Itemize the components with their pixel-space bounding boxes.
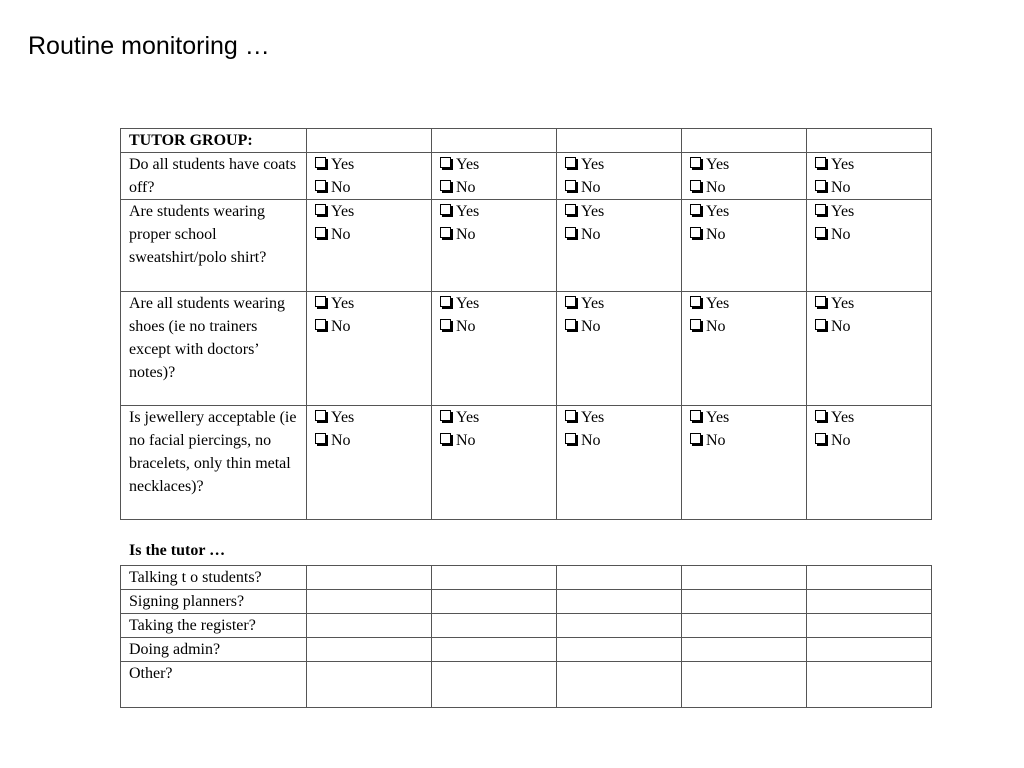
tutor-input-cell[interactable] — [307, 614, 432, 638]
tutor-group-label: TUTOR GROUP: — [121, 129, 307, 153]
answer-cell — [307, 292, 432, 406]
answer-cell — [807, 406, 932, 520]
answer-cell — [807, 153, 932, 200]
checkbox-icon[interactable] — [440, 410, 451, 421]
yes-option[interactable] — [815, 292, 923, 315]
checkbox-icon[interactable] — [815, 433, 826, 444]
no-label: No — [831, 179, 851, 196]
yes-label: Yes — [456, 156, 480, 173]
no-option[interactable] — [815, 429, 923, 452]
checkbox-icon[interactable] — [690, 410, 701, 421]
yes-option[interactable] — [440, 200, 548, 223]
checkbox-icon[interactable] — [315, 319, 326, 330]
yes-option[interactable] — [315, 406, 423, 429]
answer-cell — [682, 292, 807, 406]
tutor-row — [121, 614, 932, 638]
tutor-input-cell[interactable] — [432, 662, 557, 708]
checkbox-icon[interactable] — [815, 296, 826, 307]
yes-label: Yes — [831, 295, 855, 312]
question-text: Is jewellery acceptable (ie no facial piercings, no bracelets, only thin metal necklaces)? — [121, 406, 307, 520]
checkbox-icon[interactable] — [315, 227, 326, 238]
yes-label: Yes — [706, 409, 730, 426]
no-option[interactable] — [690, 176, 798, 199]
no-label: No — [581, 226, 601, 243]
yes-option[interactable] — [815, 406, 923, 429]
checkbox-icon[interactable] — [565, 296, 576, 307]
checkbox-icon[interactable] — [690, 204, 701, 215]
no-label: No — [456, 226, 476, 243]
tutor-input-cell[interactable] — [307, 638, 432, 662]
answer-cell — [557, 406, 682, 520]
tutor-group-input-cell[interactable] — [682, 129, 807, 153]
checkbox-icon[interactable] — [440, 157, 451, 168]
tutor-input-cell[interactable] — [807, 590, 932, 614]
answer-cell — [432, 200, 557, 292]
tutor-input-cell[interactable] — [682, 662, 807, 708]
yes-option[interactable] — [315, 292, 423, 315]
checkbox-icon[interactable] — [565, 157, 576, 168]
question-row — [121, 292, 932, 406]
no-option[interactable] — [440, 429, 548, 452]
no-label: No — [331, 318, 351, 335]
yes-option[interactable] — [815, 153, 923, 176]
yes-label: Yes — [706, 156, 730, 173]
answer-cell — [807, 200, 932, 292]
question-row — [121, 153, 932, 200]
checkbox-icon[interactable] — [815, 227, 826, 238]
question-text: Are students wearing proper school sweatshirt/polo shirt? — [121, 200, 307, 292]
checkbox-icon[interactable] — [565, 319, 576, 330]
checkbox-icon[interactable] — [440, 296, 451, 307]
tutor-input-cell[interactable] — [432, 614, 557, 638]
answer-cell — [807, 292, 932, 406]
no-label: No — [456, 179, 476, 196]
tutor-input-cell[interactable] — [682, 638, 807, 662]
question-row — [121, 200, 932, 292]
no-option[interactable] — [565, 223, 673, 246]
no-label: No — [831, 318, 851, 335]
tutor-input-cell[interactable] — [682, 566, 807, 590]
answer-cell — [557, 200, 682, 292]
yes-option[interactable] — [690, 200, 798, 223]
no-label: No — [581, 318, 601, 335]
no-option[interactable] — [815, 315, 923, 338]
answer-cell — [682, 200, 807, 292]
yes-label: Yes — [331, 156, 355, 173]
no-option[interactable] — [815, 223, 923, 246]
checkbox-icon[interactable] — [690, 180, 701, 191]
yes-label: Yes — [581, 409, 605, 426]
question-row — [121, 406, 932, 520]
question-text: Do all students have coats off? — [121, 153, 307, 200]
checkbox-icon[interactable] — [315, 157, 326, 168]
tutor-item-label: Taking the register? — [121, 614, 307, 638]
tutor-input-cell[interactable] — [682, 614, 807, 638]
checkbox-icon[interactable] — [440, 204, 451, 215]
checkbox-icon[interactable] — [815, 204, 826, 215]
checkbox-icon[interactable] — [690, 296, 701, 307]
tutor-input-cell[interactable] — [557, 590, 682, 614]
no-option[interactable] — [565, 429, 673, 452]
no-option[interactable] — [315, 429, 423, 452]
no-option[interactable] — [690, 429, 798, 452]
tutor-item-label: Talking t o students? — [121, 566, 307, 590]
yes-label: Yes — [831, 156, 855, 173]
checkbox-icon[interactable] — [315, 180, 326, 191]
no-option[interactable] — [690, 315, 798, 338]
no-option[interactable] — [315, 176, 423, 199]
tutor-input-cell[interactable] — [432, 638, 557, 662]
tutor-row — [121, 638, 932, 662]
yes-option[interactable] — [815, 200, 923, 223]
tutor-input-cell[interactable] — [807, 662, 932, 708]
no-option[interactable] — [440, 315, 548, 338]
yes-option[interactable] — [315, 153, 423, 176]
checkbox-icon[interactable] — [440, 319, 451, 330]
tutor-input-cell[interactable] — [807, 566, 932, 590]
tutor-item-label: Other? — [121, 662, 307, 708]
yes-label: Yes — [581, 156, 605, 173]
answer-cell — [682, 153, 807, 200]
answer-cell — [432, 153, 557, 200]
yes-label: Yes — [831, 409, 855, 426]
tutor-row — [121, 566, 932, 590]
answer-cell — [307, 200, 432, 292]
yes-option[interactable] — [690, 406, 798, 429]
yes-label: Yes — [706, 295, 730, 312]
yes-option[interactable] — [440, 292, 548, 315]
yes-label: Yes — [831, 203, 855, 220]
tutor-item-label: Doing admin? — [121, 638, 307, 662]
tutor-section-heading: Is the tutor … — [129, 542, 226, 559]
checkbox-icon[interactable] — [815, 319, 826, 330]
yes-label: Yes — [581, 203, 605, 220]
yes-label: Yes — [331, 409, 355, 426]
answer-cell — [307, 153, 432, 200]
checkbox-icon[interactable] — [815, 157, 826, 168]
tutor-input-cell[interactable] — [682, 590, 807, 614]
checkbox-icon[interactable] — [565, 410, 576, 421]
yes-option[interactable] — [440, 406, 548, 429]
yes-label: Yes — [456, 203, 480, 220]
no-label: No — [581, 432, 601, 449]
checkbox-icon[interactable] — [565, 204, 576, 215]
no-label: No — [331, 226, 351, 243]
tutor-input-cell[interactable] — [307, 662, 432, 708]
no-option[interactable] — [815, 176, 923, 199]
no-option[interactable] — [440, 176, 548, 199]
no-label: No — [331, 432, 351, 449]
yes-option[interactable] — [690, 292, 798, 315]
no-label: No — [456, 318, 476, 335]
tutor-input-cell[interactable] — [557, 662, 682, 708]
tutor-group-input-cell[interactable] — [557, 129, 682, 153]
tutor-row — [121, 590, 932, 614]
tutor-group-input-cell[interactable] — [807, 129, 932, 153]
tutor-group-input-cell[interactable] — [432, 129, 557, 153]
yes-option[interactable] — [565, 153, 673, 176]
checkbox-icon[interactable] — [815, 410, 826, 421]
checkbox-icon[interactable] — [440, 180, 451, 191]
tutor-input-cell[interactable] — [557, 614, 682, 638]
answer-cell — [682, 406, 807, 520]
checkbox-icon[interactable] — [690, 227, 701, 238]
tutor-input-cell[interactable] — [557, 566, 682, 590]
checkbox-icon[interactable] — [315, 296, 326, 307]
checkbox-icon[interactable] — [565, 227, 576, 238]
no-option[interactable] — [690, 223, 798, 246]
tutor-input-cell[interactable] — [807, 614, 932, 638]
checkbox-icon[interactable] — [315, 433, 326, 444]
yes-label: Yes — [456, 295, 480, 312]
monitoring-checklist-table — [120, 128, 932, 520]
tutor-item-label: Signing planners? — [121, 590, 307, 614]
question-text: Are all students wearing shoes (ie no trainers except with doctors’ notes)? — [121, 292, 307, 406]
checkbox-icon[interactable] — [690, 319, 701, 330]
no-option[interactable] — [315, 223, 423, 246]
checkbox-icon[interactable] — [690, 157, 701, 168]
yes-option[interactable] — [565, 406, 673, 429]
answer-cell — [557, 153, 682, 200]
no-label: No — [581, 179, 601, 196]
header-row — [121, 129, 932, 153]
tutor-group-input-cell[interactable] — [307, 129, 432, 153]
no-option[interactable] — [315, 315, 423, 338]
yes-label: Yes — [331, 203, 355, 220]
yes-option[interactable] — [315, 200, 423, 223]
checkbox-icon[interactable] — [690, 433, 701, 444]
yes-option[interactable] — [565, 292, 673, 315]
no-label: No — [831, 226, 851, 243]
answer-cell — [307, 406, 432, 520]
tutor-input-cell[interactable] — [807, 638, 932, 662]
yes-option[interactable] — [690, 153, 798, 176]
yes-label: Yes — [456, 409, 480, 426]
no-label: No — [831, 432, 851, 449]
no-label: No — [706, 318, 726, 335]
checkbox-icon[interactable] — [440, 227, 451, 238]
tutor-input-cell[interactable] — [432, 566, 557, 590]
no-label: No — [706, 432, 726, 449]
yes-label: Yes — [581, 295, 605, 312]
checkbox-icon[interactable] — [565, 180, 576, 191]
no-option[interactable] — [565, 315, 673, 338]
tutor-input-cell[interactable] — [307, 590, 432, 614]
answer-cell — [432, 292, 557, 406]
tutor-input-cell[interactable] — [557, 638, 682, 662]
tutor-activity-table — [120, 565, 932, 708]
checkbox-icon[interactable] — [315, 204, 326, 215]
yes-option[interactable] — [440, 153, 548, 176]
yes-option[interactable] — [565, 200, 673, 223]
answer-cell — [557, 292, 682, 406]
checkbox-icon[interactable] — [440, 433, 451, 444]
no-label: No — [331, 179, 351, 196]
tutor-input-cell[interactable] — [307, 566, 432, 590]
page-title: Routine monitoring … — [28, 32, 270, 60]
no-label: No — [706, 226, 726, 243]
no-option[interactable] — [565, 176, 673, 199]
checkbox-icon[interactable] — [315, 410, 326, 421]
no-label: No — [456, 432, 476, 449]
tutor-row — [121, 662, 932, 708]
checkbox-icon[interactable] — [815, 180, 826, 191]
yes-label: Yes — [331, 295, 355, 312]
no-option[interactable] — [440, 223, 548, 246]
answer-cell — [432, 406, 557, 520]
checkbox-icon[interactable] — [565, 433, 576, 444]
no-label: No — [706, 179, 726, 196]
tutor-input-cell[interactable] — [432, 590, 557, 614]
yes-label: Yes — [706, 203, 730, 220]
